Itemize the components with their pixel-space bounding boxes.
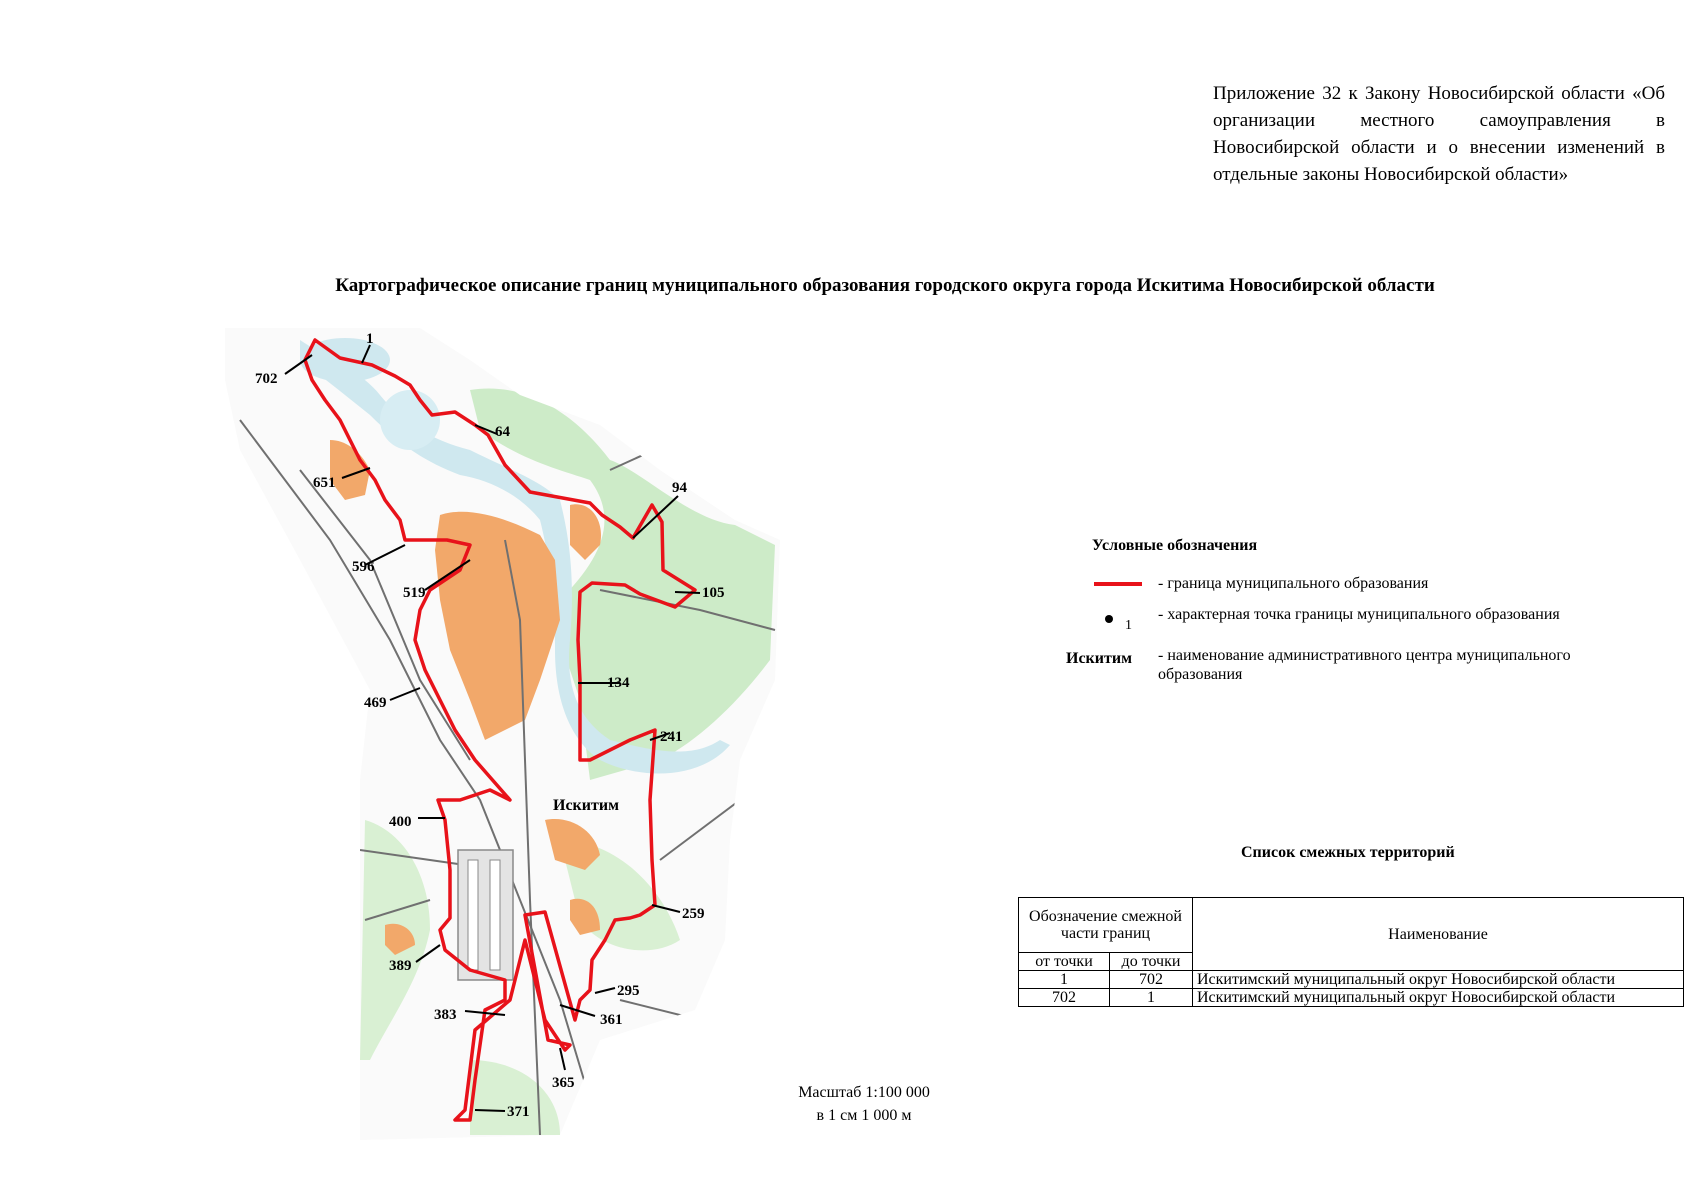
legend-point-sample: 1 — [1125, 618, 1132, 633]
scale-ratio: Масштаб 1:100 000 — [798, 1084, 930, 1101]
row-to: 1 — [1110, 989, 1193, 1007]
legend-point-text: - характерная точка границы муниципального образования — [1158, 606, 1560, 623]
appendix-note: Приложение 32 к Закону Новосибирской области «Об организации местного самоуправления в Новосибирской области и о внесении изменений в отдельные законы Новосибирской области» — [1213, 83, 1665, 185]
row-to: 702 — [1110, 971, 1193, 989]
legend-title: Условные обозначения — [1092, 537, 1258, 554]
row-from: 1 — [1019, 971, 1110, 989]
point-label-519: 519 — [403, 585, 426, 601]
table-row — [1019, 989, 1684, 1007]
header-from: от точки — [1019, 953, 1110, 971]
legend-point-dot — [1105, 615, 1113, 623]
point-label-389: 389 — [389, 958, 412, 974]
point-label-651: 651 — [313, 475, 336, 491]
adjacent-title: Список смежных территорий — [1241, 844, 1455, 861]
point-label-361: 361 — [600, 1012, 623, 1028]
point-label-365: 365 — [552, 1075, 575, 1091]
row-name: Искитимский муниципальный округ Новосибирской области — [1193, 971, 1684, 989]
header-name: Наименование — [1193, 898, 1684, 971]
admin-center-label: Искитим — [553, 797, 619, 814]
header-group: Обозначение смежной части границ — [1019, 898, 1193, 953]
legend-boundary-text: - граница муниципального образования — [1158, 575, 1429, 592]
point-label-134: 134 — [607, 675, 630, 691]
legend-boundary-line — [1094, 582, 1142, 586]
header-to: до точки — [1110, 953, 1193, 971]
point-label-383: 383 — [434, 1007, 457, 1023]
adjacent-table — [1018, 897, 1684, 1007]
point-label-64: 64 — [495, 424, 510, 440]
point-label-105: 105 — [702, 585, 725, 601]
row-from: 702 — [1019, 989, 1110, 1007]
point-label-94: 94 — [672, 480, 687, 496]
point-label-469: 469 — [364, 695, 387, 711]
point-label-371: 371 — [507, 1104, 530, 1120]
point-label-1: 1 — [366, 331, 374, 347]
point-label-241: 241 — [660, 729, 683, 745]
legend-city-sample: Искитим — [1066, 650, 1132, 667]
point-label-702: 702 — [255, 371, 278, 387]
page-title: Картографическое описание границ муниципального образования городского округа города Искитима Новосибирской области — [335, 275, 1435, 296]
scale-unit: в 1 см 1 000 м — [816, 1107, 912, 1124]
scale-block — [760, 1081, 968, 1127]
point-label-596: 596 — [352, 559, 375, 575]
legend-city-text: - наименование административного центра муниципального образования — [1158, 647, 1571, 683]
row-name: Искитимский муниципальный округ Новосибирской области — [1193, 989, 1684, 1007]
table-row — [1019, 971, 1684, 989]
point-label-259: 259 — [682, 906, 705, 922]
point-label-400: 400 — [389, 814, 412, 830]
point-label-295: 295 — [617, 983, 640, 999]
